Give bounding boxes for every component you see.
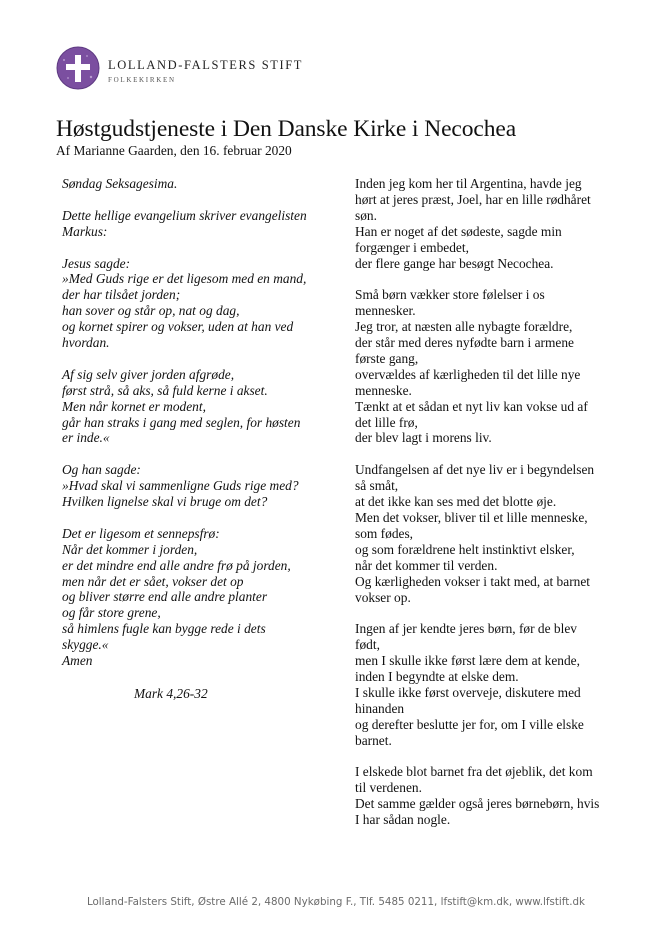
scripture-column bbox=[62, 176, 337, 685]
scripture-line: han sover og står op, nat og dag, bbox=[62, 303, 240, 319]
scripture-line: der har tilsået jorden; bbox=[62, 287, 181, 303]
sermon-line: det lille frø, bbox=[355, 414, 418, 430]
sermon-line: forgænger i embedet, bbox=[355, 239, 469, 255]
scripture-line: Jesus sagde: bbox=[62, 255, 131, 271]
scripture-line: Når det kommer i jorden, bbox=[62, 541, 198, 557]
cross-emblem-icon bbox=[56, 46, 100, 90]
scripture-paragraph bbox=[62, 176, 337, 192]
scripture-line: Hvilken lignelse skal vi bruge om det? bbox=[62, 494, 268, 510]
page-footer: Lolland-Falsters Stift, Østre Allé 2, 4800 Nykøbing F., Tlf. 5485 0211, lfstift@km.dk, www.lfstift.dk bbox=[86, 896, 586, 908]
scripture-line: og får store grene, bbox=[62, 605, 161, 621]
sermon-paragraph bbox=[355, 462, 615, 605]
scripture-line: Det er ligesom et sennepsfrø: bbox=[62, 525, 220, 541]
scripture-line: Søndag Seksagesima. bbox=[62, 176, 178, 191]
brand-subtitle: FOLKEKIRKEN bbox=[108, 76, 176, 84]
scripture-line: går han straks i gang med seglen, for høsten bbox=[62, 414, 301, 430]
sermon-line: Jeg tror, at næsten alle nybagte forældre, bbox=[355, 319, 573, 335]
document-byline: Af Marianne Gaarden, den 16. februar 2020 bbox=[56, 143, 292, 158]
sermon-column bbox=[355, 176, 615, 844]
scripture-line: Markus: bbox=[62, 223, 108, 239]
scripture-reference: Mark 4,26-32 bbox=[134, 686, 208, 701]
sermon-line: I elskede blot barnet fra det øjeblik, det kom bbox=[355, 764, 593, 780]
diocese-logo bbox=[56, 46, 100, 90]
scripture-paragraph bbox=[62, 367, 337, 447]
sermon-line: der flere gange har besøgt Necochea. bbox=[355, 255, 554, 271]
sermon-line: inden I begyndte at elske dem. bbox=[355, 669, 519, 685]
sermon-line: Inden jeg kom her til Argentina, havde jeg bbox=[355, 176, 582, 191]
sermon-line: I skulle ikke først overveje, diskutere med bbox=[355, 684, 581, 700]
sermon-line: barnet. bbox=[355, 732, 392, 748]
sermon-line: første gang, bbox=[355, 350, 419, 366]
sermon-paragraph bbox=[355, 287, 615, 446]
sermon-line: menneske. bbox=[355, 382, 412, 398]
scripture-line: skygge.« bbox=[62, 637, 109, 653]
scripture-paragraph bbox=[62, 256, 337, 351]
scripture-line: og bliver større end alle andre planter bbox=[62, 589, 268, 605]
scripture-line: »Hvad skal vi sammenligne Guds rige med? bbox=[62, 478, 299, 494]
sermon-line: som fødes, bbox=[355, 525, 414, 541]
scripture-line: så himlens fugle kan bygge rede i dets bbox=[62, 621, 266, 637]
brand-name: LOLLAND-FALSTERS STIFT bbox=[108, 58, 304, 72]
sermon-line: til verdenen. bbox=[355, 780, 422, 796]
document-title: Høstgudstjeneste i Den Danske Kirke i Necochea bbox=[56, 116, 517, 142]
scripture-paragraph bbox=[62, 462, 337, 510]
sermon-line: der blev lagt i morens liv. bbox=[355, 430, 492, 446]
sermon-line: Små børn vækker store følelser i os bbox=[355, 287, 545, 303]
brand-block bbox=[108, 58, 303, 84]
sermon-paragraph bbox=[355, 764, 615, 828]
sermon-line: født, bbox=[355, 637, 380, 653]
sermon-line: Det samme gælder også jeres børnebørn, hvis bbox=[355, 796, 600, 812]
sermon-line: hinanden bbox=[355, 700, 405, 716]
sermon-line: overvældes af kærligheden til det lille nye bbox=[355, 366, 581, 382]
sermon-line: Tænkt at et sådan et nyt liv kan vokse ud af bbox=[355, 398, 588, 414]
scripture-line: er det mindre end alle andre frø på jorden, bbox=[62, 557, 291, 573]
scripture-line: men når det er sået, vokser det op bbox=[62, 573, 244, 589]
sermon-line: I har sådan nogle. bbox=[355, 812, 451, 828]
sermon-line: der står med deres nyfødte barn i armene bbox=[355, 335, 574, 351]
sermon-line: søn. bbox=[355, 207, 377, 223]
scripture-line: Og han sagde: bbox=[62, 462, 141, 478]
sermon-line: hørt at jeres præst, Joel, har en lille rødhåret bbox=[355, 191, 591, 207]
sermon-line: og derefter beslutte jer for, om I ville elske bbox=[355, 716, 584, 732]
sermon-line: Og kærligheden vokser i takt med, at barnet bbox=[355, 573, 591, 589]
scripture-line: »Med Guds rige er det ligesom med en mand, bbox=[62, 271, 307, 287]
scripture-line: Af sig selv giver jorden afgrøde, bbox=[62, 366, 235, 382]
sermon-line: Undfangelsen af det nye liv er i begyndelsen bbox=[355, 462, 595, 478]
sermon-line: når det kommer til verden. bbox=[355, 557, 498, 573]
scripture-line: først strå, så aks, så fuld kerne i akset. bbox=[62, 382, 268, 398]
scripture-line: Dette hellige evangelium skriver evangelisten bbox=[62, 207, 307, 223]
scripture-line: Men når kornet er modent, bbox=[62, 398, 206, 414]
sermon-line: men I skulle ikke først lære dem at kende, bbox=[355, 653, 580, 669]
sermon-line: vokser op. bbox=[355, 589, 411, 605]
sermon-line: og som forældrene helt instinktivt elsker, bbox=[355, 541, 575, 557]
sermon-line: mennesker. bbox=[355, 303, 416, 319]
scripture-paragraph bbox=[62, 208, 337, 240]
scripture-line: hvordan. bbox=[62, 335, 110, 351]
scripture-line: er inde.« bbox=[62, 430, 110, 446]
scripture-paragraph bbox=[62, 526, 337, 669]
scripture-line: Amen bbox=[62, 653, 93, 669]
sermon-paragraph bbox=[355, 621, 615, 748]
sermon-line: Ingen af jer kendte jeres børn, før de blev bbox=[355, 621, 577, 637]
sermon-line: Han er noget af det sødeste, sagde min bbox=[355, 223, 562, 239]
sermon-line: Men det vokser, bliver til et lille menneske, bbox=[355, 510, 588, 525]
sermon-line: så småt, bbox=[355, 478, 399, 494]
sermon-line: at det ikke kan ses med det blotte øje. bbox=[355, 494, 557, 510]
scripture-line: og kornet spirer og vokser, uden at han ved bbox=[62, 319, 294, 335]
sermon-paragraph bbox=[355, 176, 615, 271]
